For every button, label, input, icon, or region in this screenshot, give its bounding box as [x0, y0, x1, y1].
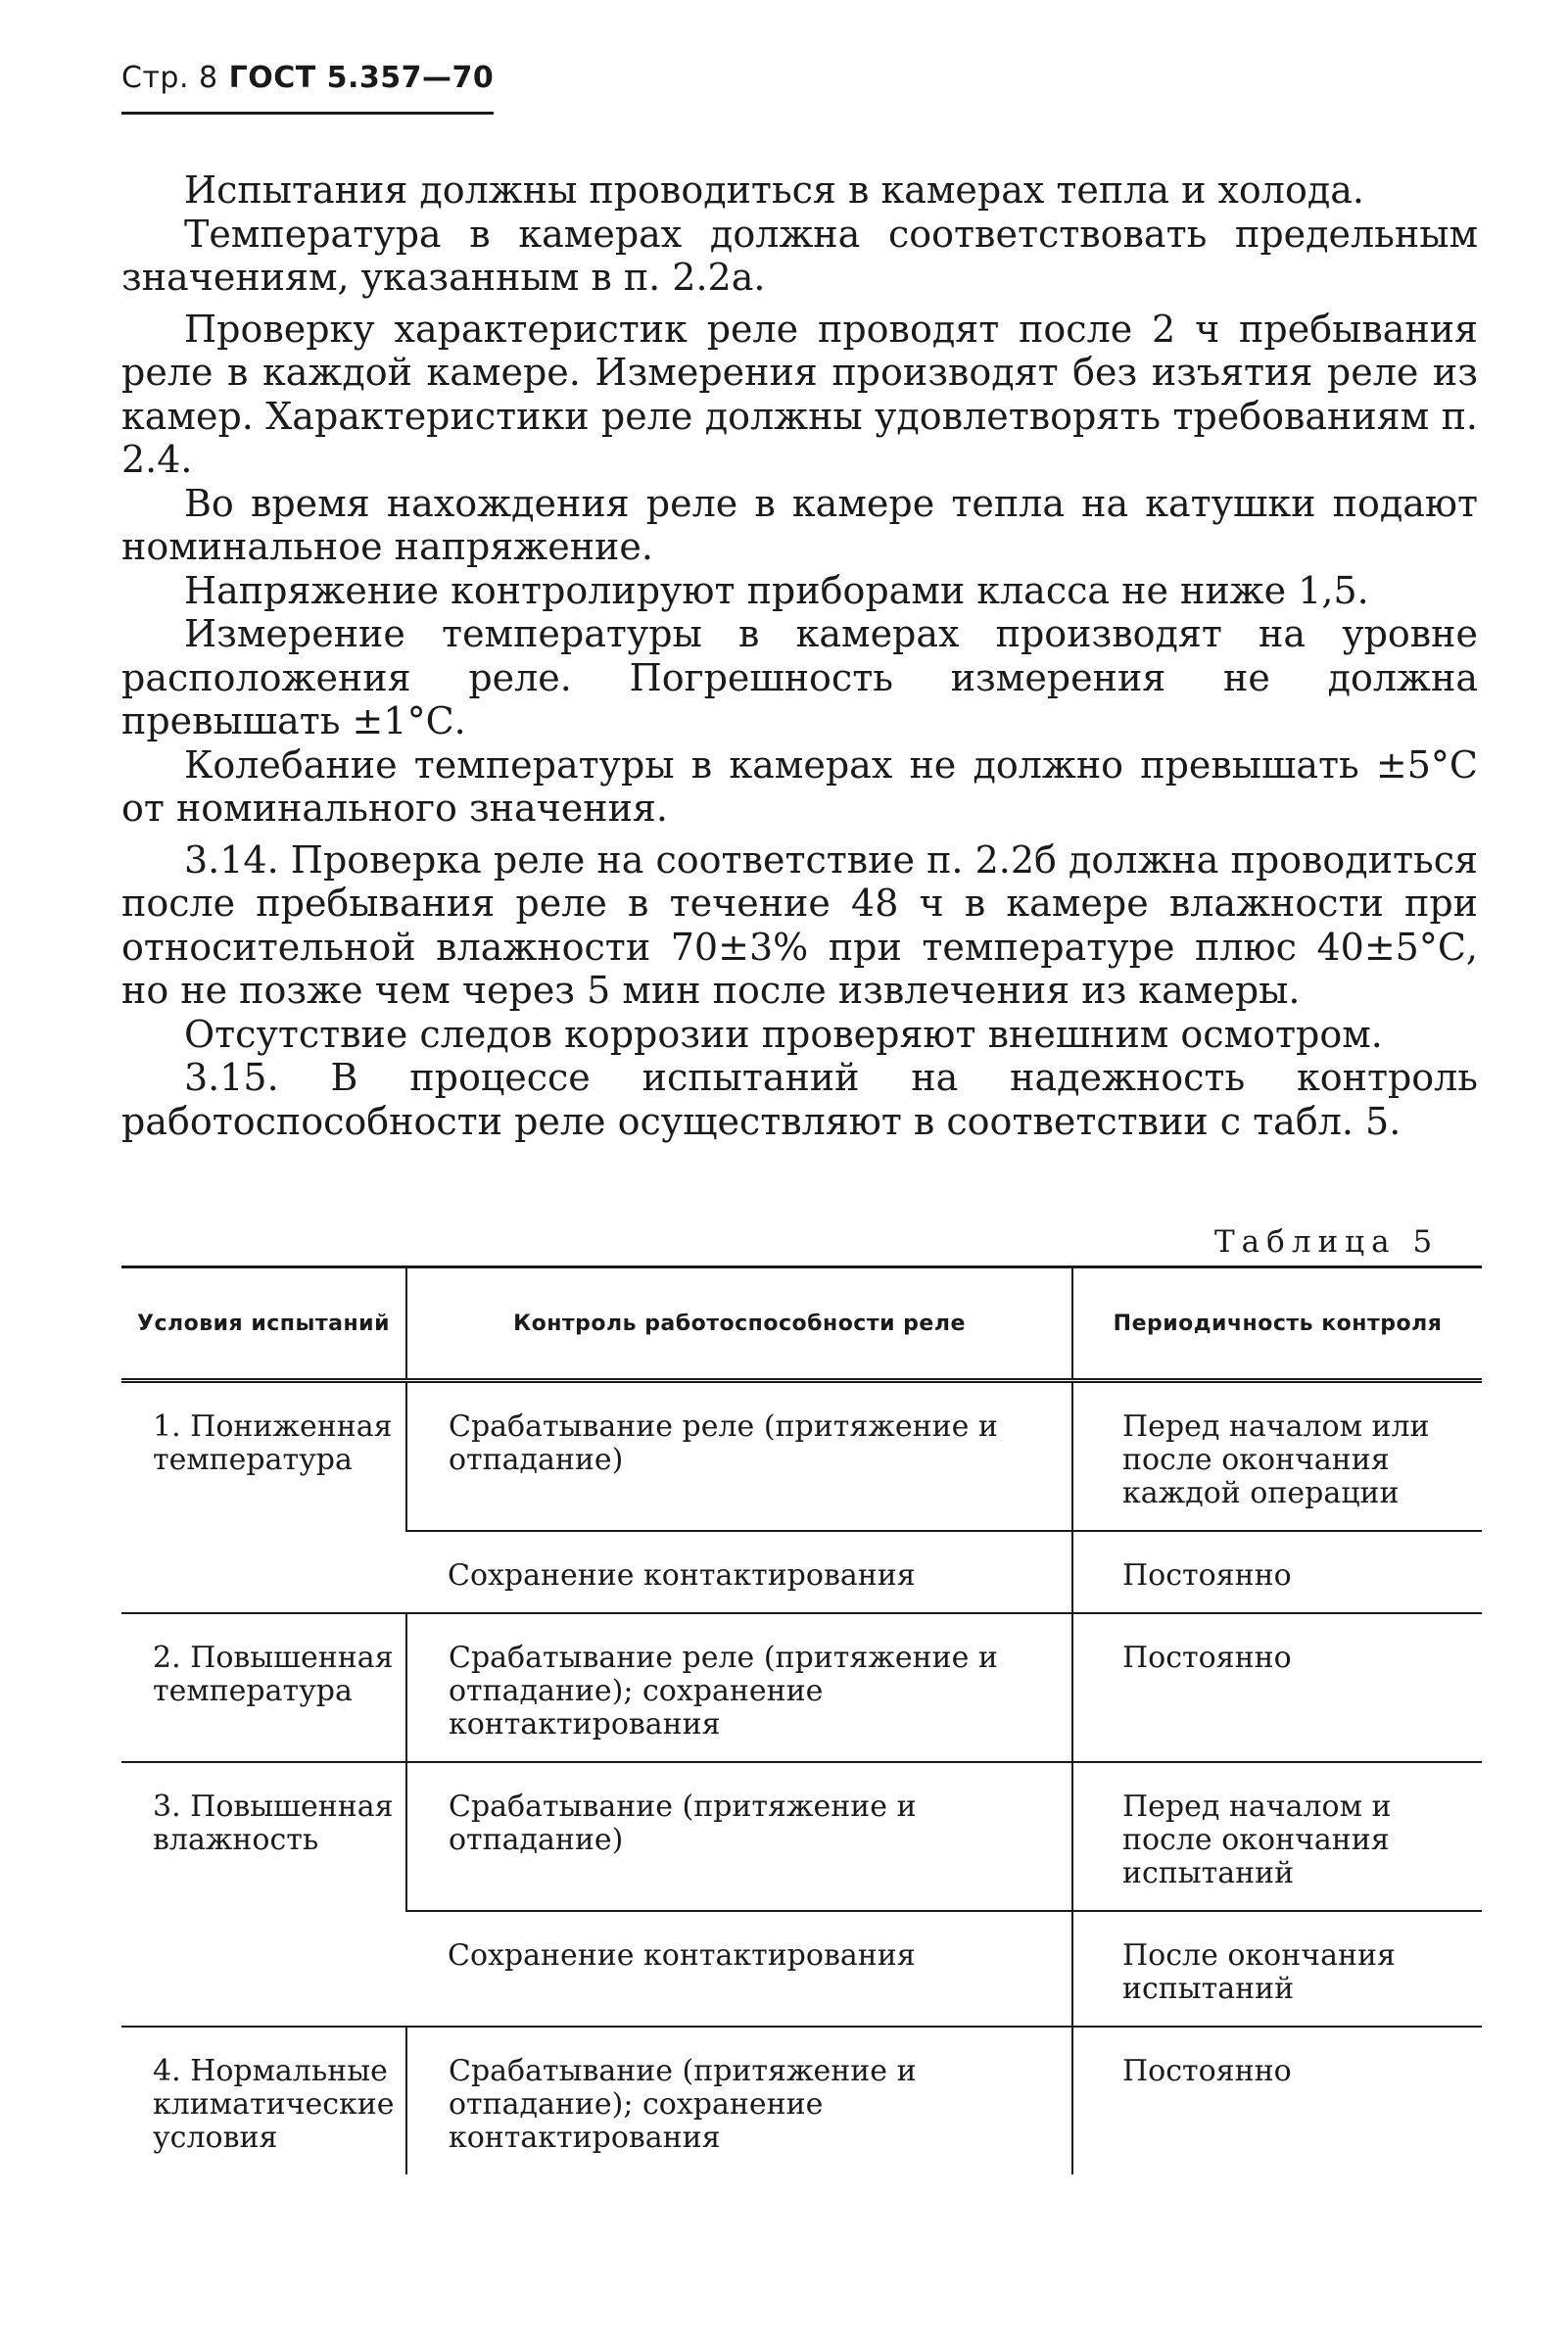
table-row — [121, 1762, 1482, 1911]
cell-condition: 1. Пониженная температура — [153, 1409, 393, 1477]
cell-control: Срабатывание (притяжение и отпадание) — [406, 1762, 1072, 1911]
cell-period: Постоянно — [1072, 1531, 1482, 1613]
header-periodicity: Периодичность контроля — [1072, 1267, 1482, 1381]
cell-period: После окончания испытаний — [1072, 1911, 1482, 2027]
table-5 — [121, 1265, 1482, 2174]
paragraph: Температура в камерах должна соответствовать предельным значениям, указанным в п. 2.2а. — [121, 212, 1478, 299]
header-control: Контроль работоспособности реле — [406, 1267, 1072, 1381]
paragraph: Отсутствие следов коррозии проверяют внешним осмотром. — [184, 1012, 1383, 1056]
paragraph: 3.15. В процессе испытаний на надежность контроль работоспособности реле осуществляют в соответствии с табл. 5. — [121, 1056, 1478, 1143]
cell-period: Постоянно — [1072, 1613, 1482, 1762]
cell-period: Перед началом или после окончания каждой операции — [1072, 1381, 1482, 1532]
paragraph: Напряжение контролируют приборами класса не ниже 1,5. — [184, 568, 1369, 612]
cell-control: Срабатывание реле (притяжение и отпадание); сохранение контактирования — [406, 1613, 1072, 1762]
cell-control: Срабатывание (притяжение и отпадание); сохранение контактирования — [406, 2027, 1072, 2174]
cell-period: Постоянно — [1072, 2027, 1482, 2174]
header-rule — [121, 112, 494, 115]
cell-period: Перед началом и после окончания испытаний — [1072, 1762, 1482, 1911]
cell-control: Сохранение контактирования — [406, 1911, 1072, 2027]
cell-condition: 2. Повышенная температура — [121, 1613, 406, 1762]
table-caption: Таблица 5 — [1214, 1224, 1440, 1260]
table-row — [121, 1381, 1482, 1532]
header-conditions: Условия испытаний — [121, 1267, 406, 1381]
page-number: Стр. 8 — [121, 61, 218, 95]
paragraph: Измерение температуры в камерах производят на уровне расположения реле. Погрешность измерения не должна превышать ±1°С. — [121, 612, 1478, 742]
page-header — [121, 61, 494, 95]
paragraph: 3.14. Проверка реле на соответствие п. 2.2б должна проводиться после пребывания реле в течение 48 ч в камере влажности при относительной влажности 70±3% при температуре плюс 40±5°С, но не позже чем через 5 мин после извлечения из камеры. — [121, 837, 1478, 1012]
cell-control: Сохранение контактирования — [406, 1531, 1072, 1613]
paragraph: Во время нахождения реле в камере тепла на катушки подают номинальное напряжение. — [121, 481, 1478, 568]
table-header-row — [121, 1267, 1482, 1381]
paragraph: Колебание температуры в камерах не должно превышать ±5°С от номинального значения. — [121, 742, 1478, 830]
standard-number: ГОСТ 5.357—70 — [228, 61, 495, 95]
table-row — [121, 1613, 1482, 1762]
paragraph: Испытания должны проводиться в камерах тепла и холода. — [184, 168, 1364, 212]
cell-condition: 3. Повышенная влажность — [121, 1762, 406, 2027]
table-row — [121, 2027, 1482, 2174]
paragraph: Проверку характеристик реле проводят после 2 ч пребывания реле в каждой камере. Измерения производят без изъятия реле из камер. Характеристики реле должны удовлетворять требованиям п. 2.4. — [121, 307, 1478, 481]
control-table — [121, 1265, 1482, 2174]
cell-control: Срабатывание реле (притяжение и отпадание) — [406, 1381, 1072, 1532]
body-text — [121, 168, 1478, 1143]
cell-condition: 4. Нормальные климатические условия — [121, 2027, 406, 2174]
